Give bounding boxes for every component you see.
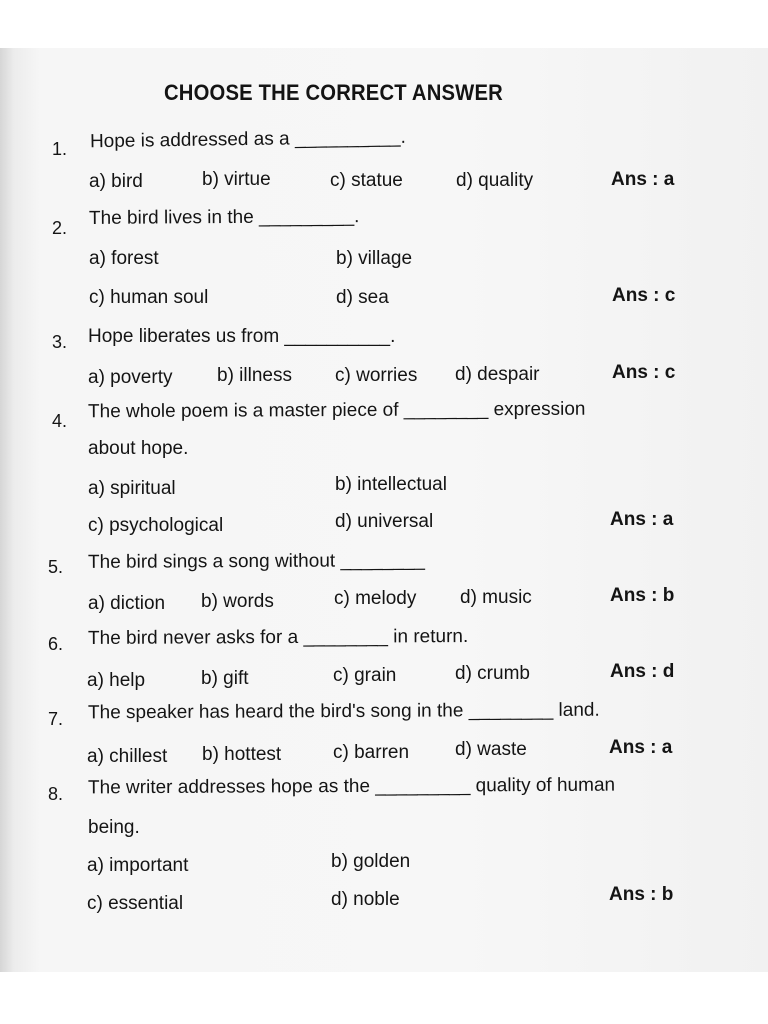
- question-number: 7.: [48, 709, 64, 729]
- option-c: c) psychological: [88, 515, 224, 536]
- option-d: d) sea: [336, 287, 389, 308]
- option-d: d) noble: [331, 889, 400, 910]
- option-d: d) waste: [455, 739, 527, 760]
- option-d: d) despair: [455, 364, 540, 385]
- option-b: b) village: [336, 248, 413, 269]
- option-c: c) worries: [335, 365, 418, 386]
- question-text: The whole poem is a master piece of ________ expression: [87, 398, 586, 423]
- option-a: a) bird: [89, 171, 143, 192]
- answer-label: Ans : a: [611, 169, 675, 190]
- answer-label: Ans : c: [612, 285, 676, 306]
- question-text: The bird lives in the _________.: [88, 206, 360, 229]
- answer-label: Ans : d: [610, 661, 675, 682]
- question-number: 8.: [48, 784, 64, 804]
- answer-label: Ans : b: [609, 884, 674, 905]
- question-number: 6.: [48, 634, 64, 654]
- option-a: a) important: [87, 855, 189, 876]
- question-text: The bird sings a song without ________: [87, 550, 426, 573]
- option-b: b) virtue: [202, 169, 271, 190]
- answer-label: Ans : b: [610, 585, 675, 606]
- option-d: d) crumb: [455, 663, 530, 684]
- option-a: a) forest: [89, 248, 159, 269]
- option-a: a) spiritual: [88, 478, 176, 499]
- option-a: a) chillest: [87, 746, 168, 767]
- option-d: d) universal: [335, 511, 434, 532]
- question-number: 2.: [52, 218, 68, 238]
- option-b: b) words: [201, 591, 274, 612]
- option-c: c) essential: [87, 893, 184, 914]
- answer-label: Ans : a: [609, 737, 673, 758]
- question-text: The speaker has heard the bird's song in the ________ land.: [87, 699, 600, 724]
- option-c: c) statue: [330, 170, 403, 191]
- option-b: b) golden: [331, 851, 411, 872]
- option-b: b) hottest: [202, 744, 282, 765]
- question-text: The bird never asks for a ________ in return.: [87, 626, 469, 649]
- option-b: b) gift: [201, 668, 249, 689]
- option-a: a) help: [87, 670, 146, 691]
- question-text: Hope is addressed as a __________.: [89, 126, 406, 153]
- option-a: a) diction: [88, 593, 166, 614]
- question-number: 5.: [48, 557, 64, 577]
- option-c: c) grain: [333, 665, 397, 686]
- option-b: b) illness: [217, 365, 292, 386]
- question-number: 1.: [52, 139, 68, 159]
- answer-label: Ans : c: [612, 362, 676, 383]
- option-d: d) quality: [456, 170, 534, 191]
- option-c: c) human soul: [89, 287, 209, 308]
- question-number: 4.: [52, 411, 68, 431]
- option-c: c) melody: [334, 588, 417, 609]
- question-text-continued: being.: [88, 817, 140, 838]
- page-title: CHOOSE THE CORRECT ANSWER: [164, 80, 503, 105]
- option-a: a) poverty: [88, 367, 173, 388]
- option-b: b) intellectual: [335, 474, 447, 495]
- question-text-continued: about hope.: [88, 438, 189, 459]
- option-d: d) music: [460, 587, 532, 608]
- question-text: The writer addresses hope as the _________ quality of human: [87, 774, 616, 799]
- question-number: 3.: [52, 332, 68, 352]
- option-c: c) barren: [333, 742, 410, 763]
- answer-label: Ans : a: [610, 509, 674, 530]
- question-text: Hope liberates us from __________.: [88, 326, 396, 347]
